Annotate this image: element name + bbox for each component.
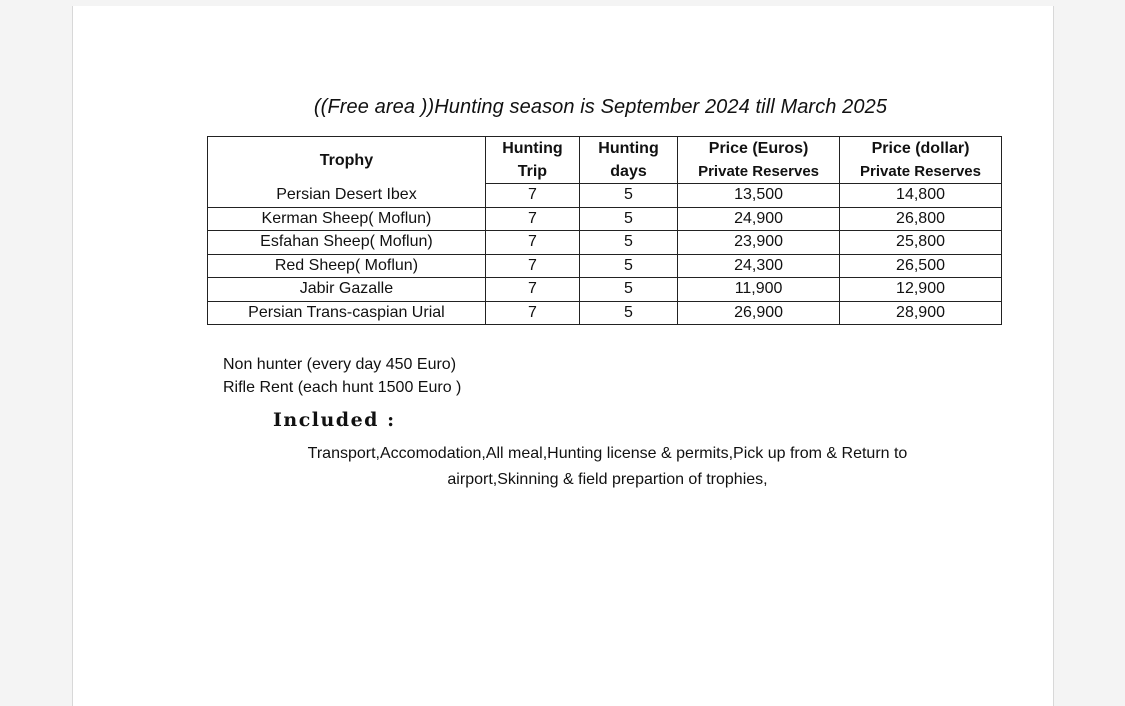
cell-days: 5	[579, 231, 677, 255]
pricing-notes	[223, 353, 461, 399]
cell-price-usd: 28,900	[840, 301, 1002, 325]
cell-trip: 7	[485, 207, 579, 231]
header-trophy: Trophy	[208, 137, 486, 184]
cell-price-eur: 23,900	[678, 231, 840, 255]
table-row	[208, 184, 1002, 208]
included-line-1: Transport,Accomodation,All meal,Hunting license & permits,Pick up from & Return to	[307, 445, 908, 462]
included-line-2: airport,Skinning & field prepartion of trophies,	[447, 471, 768, 488]
cell-trip: 7	[485, 184, 579, 208]
cell-price-usd: 26,500	[840, 254, 1002, 278]
header-usd-line1: Price (dollar)	[840, 137, 1002, 162]
price-table	[207, 136, 1002, 325]
cell-trophy: Red Sheep( Moflun)	[208, 254, 486, 278]
cell-days: 5	[579, 301, 677, 325]
cell-price-eur: 24,900	[678, 207, 840, 231]
header-days-line2: days	[579, 161, 677, 184]
cell-days: 5	[579, 184, 677, 208]
cell-price-usd: 14,800	[840, 184, 1002, 208]
header-usd-line2: Private Reserves	[840, 161, 1002, 184]
cell-trip: 7	[485, 301, 579, 325]
header-trip-line1: Hunting	[485, 137, 579, 162]
cell-price-eur: 26,900	[678, 301, 840, 325]
header-days-line1: Hunting	[579, 137, 677, 162]
cell-price-usd: 26,800	[840, 207, 1002, 231]
cell-days: 5	[579, 278, 677, 302]
price-table-body	[208, 184, 1002, 325]
cell-trophy: Jabir Gazalle	[208, 278, 486, 302]
header-eur-line1: Price (Euros)	[678, 137, 840, 162]
cell-trip: 7	[485, 254, 579, 278]
table-row	[208, 254, 1002, 278]
header-trip-line2: Trip	[485, 161, 579, 184]
table-row	[208, 231, 1002, 255]
cell-price-eur: 13,500	[678, 184, 840, 208]
table-row	[208, 207, 1002, 231]
table-row	[208, 301, 1002, 325]
cell-days: 5	[579, 254, 677, 278]
rifle-rent-note: Rifle Rent (each hunt 1500 Euro )	[223, 379, 462, 396]
document-title	[0, 96, 1125, 119]
cell-days: 5	[579, 207, 677, 231]
header-eur-line2: Private Reserves	[678, 161, 840, 184]
non-hunter-note: Non hunter (every day 450 Euro)	[223, 356, 457, 373]
cell-trophy: Kerman Sheep( Moflun)	[208, 207, 486, 231]
cell-trophy: Esfahan Sheep( Moflun)	[208, 231, 486, 255]
included-heading: Included :	[273, 409, 396, 431]
cell-price-usd: 12,900	[840, 278, 1002, 302]
cell-price-usd: 25,800	[840, 231, 1002, 255]
document-title-text: ((Free area ))Hunting season is September 2024 till March 2025	[313, 96, 888, 118]
cell-price-eur: 11,900	[678, 278, 840, 302]
table-row	[208, 278, 1002, 302]
cell-price-eur: 24,300	[678, 254, 840, 278]
cell-trophy: Persian Desert Ibex	[208, 184, 486, 208]
cell-trip: 7	[485, 231, 579, 255]
cell-trophy: Persian Trans-caspian Urial	[208, 301, 486, 325]
cell-trip: 7	[485, 278, 579, 302]
price-table-header	[208, 137, 1002, 184]
included-text	[240, 441, 975, 493]
